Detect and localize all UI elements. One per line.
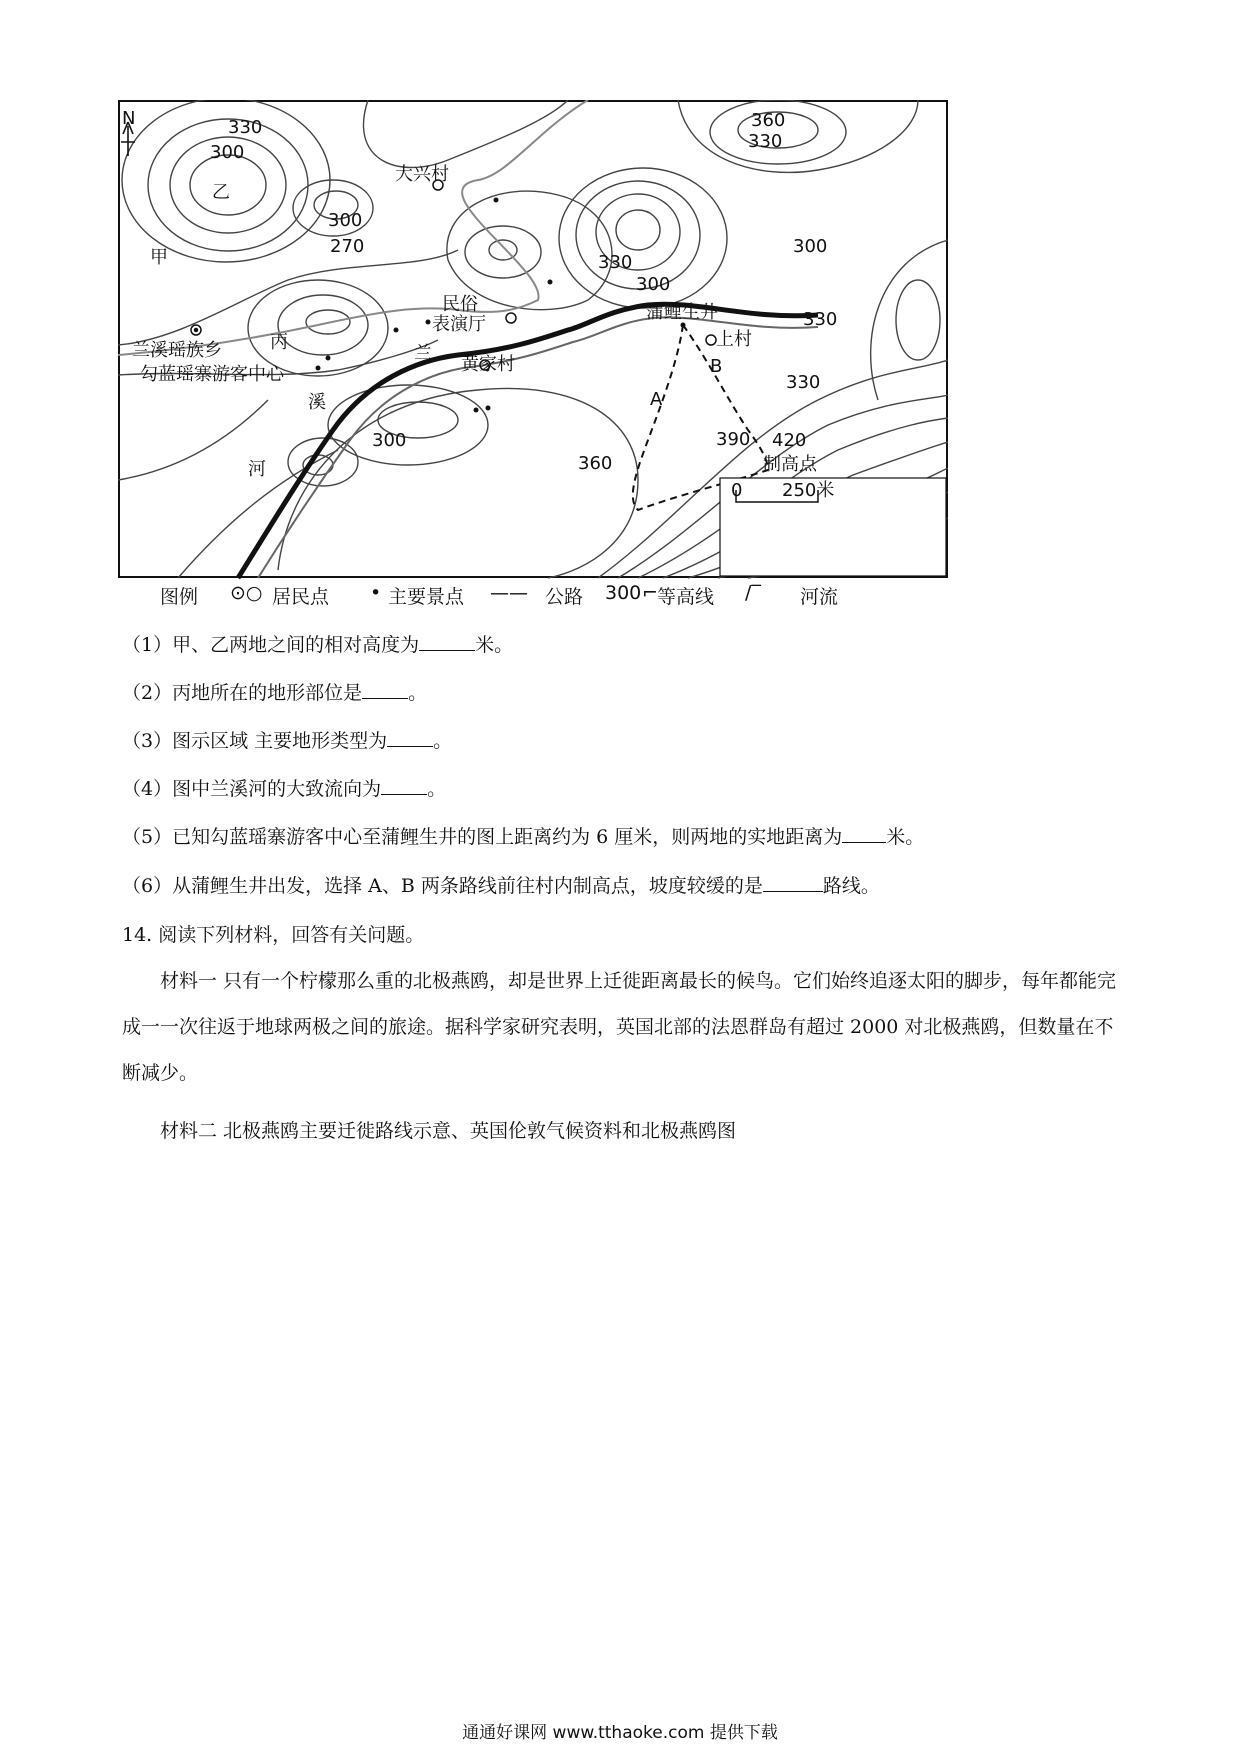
place-puli: 蒲鲤生井: [646, 302, 718, 323]
place-daxing: 大兴村: [395, 164, 449, 185]
answer-blank[interactable]: [362, 680, 408, 699]
contour-label: 360: [578, 453, 613, 474]
question-4: [122, 774, 446, 801]
question-5: [122, 822, 924, 849]
contour-label: 390: [716, 429, 751, 450]
place-jia: 甲: [150, 247, 168, 268]
contour-label: 330: [786, 372, 821, 393]
legend-contour-number: 300: [605, 582, 642, 604]
river-label-he: 河: [248, 459, 266, 480]
contour-map: [118, 100, 948, 610]
legend-contour: 等高线: [657, 586, 715, 608]
map-legend: [160, 580, 920, 608]
question-5-text: （5）已知勾蓝瑶寨游客中心至蒲鲤生井的图上距离约为 6 厘米，则两地的实地距离为: [122, 826, 843, 848]
contour-label: 330: [228, 117, 263, 138]
legend-scenic: 主要景点: [388, 586, 465, 608]
question-2-end: 。: [408, 682, 428, 704]
question-3-text: （3）图示区域 主要地形类型为: [122, 730, 388, 752]
question-4-end: 。: [427, 778, 447, 800]
river-icon: ∕‾: [745, 582, 761, 604]
question-1: [122, 630, 513, 657]
question-2-text: （2）丙地所在的地形部位是: [122, 682, 363, 704]
route-b-label: B: [710, 356, 723, 377]
place-minsu-2: 表演厅: [432, 314, 486, 335]
contour-label: 300: [328, 210, 363, 231]
question-1-end: 米。: [475, 634, 514, 656]
place-bing: 丙: [270, 332, 288, 353]
place-lanxi-town: 兰溪瑶族乡: [132, 340, 222, 361]
river-label-lan: 兰: [414, 343, 432, 364]
question-3: [122, 726, 452, 753]
route-a-label: A: [650, 389, 663, 410]
place-yi: 乙: [212, 182, 230, 203]
river-label-xi: 溪: [308, 392, 326, 413]
contour-label: 300: [793, 236, 828, 257]
material-2: 材料二 北极燕鸥主要迁徙路线示意、英国伦敦气候资料和北极燕鸥图: [160, 1120, 737, 1142]
question-3-end: 。: [433, 730, 453, 752]
legend-title: 图例: [160, 586, 199, 608]
place-huangjia: 黄家村: [461, 354, 515, 375]
question-2: [122, 678, 427, 705]
question-5-end: 米。: [886, 826, 925, 848]
place-shangcun: 上村: [716, 329, 752, 350]
road-icon: ——: [490, 582, 528, 604]
contour-label: 330: [803, 309, 838, 330]
residential-icon: ⊙○: [230, 582, 263, 604]
legend-river: 河流: [800, 586, 839, 608]
north-label: N: [122, 108, 136, 129]
contour-label: 300: [636, 274, 671, 295]
contour-label: 330: [598, 252, 633, 273]
answer-blank[interactable]: [387, 728, 433, 747]
question-6-text: （6）从蒲鲤生井出发，选择 A、B 两条路线前往村内制高点，坡度较缓的是: [122, 875, 763, 897]
contour-label: 360: [751, 110, 786, 131]
contour-label: 420: [772, 430, 807, 451]
contour-label: 330: [748, 131, 783, 152]
question-14-heading: 14. 阅读下列材料，回答有关问题。: [122, 924, 425, 946]
answer-blank[interactable]: [419, 632, 475, 651]
place-peak: 制高点: [763, 454, 817, 475]
contour-icon: ⌐: [642, 582, 658, 604]
place-minsu: 民俗: [442, 294, 478, 315]
answer-blank[interactable]: [763, 873, 823, 892]
question-4-text: （4）图中兰溪河的大致流向为: [122, 778, 382, 800]
page-footer: 通通好课网 www.tthaoke.com 提供下载: [462, 1723, 778, 1743]
contour-label: 300: [372, 430, 407, 451]
contour-map-svg: [118, 100, 948, 580]
legend-residential: 居民点: [272, 586, 330, 608]
contour-label: 270: [330, 236, 365, 257]
question-1-text: （1）甲、乙两地之间的相对高度为: [122, 634, 420, 656]
answer-blank[interactable]: [381, 776, 427, 795]
scale-zero: 0: [731, 480, 743, 501]
question-6: [122, 871, 880, 898]
contour-label: 300: [210, 142, 245, 163]
legend-road: 公路: [545, 586, 584, 608]
material-1: 材料一 只有一个柠檬那么重的北极燕鸥，却是世界上迁徙距离最长的候鸟。它们始终追逐太阳的脚步，每年都能完成一一次往返于地球两极之间的旅途。据科学家研究表明，英国北部的法恩群岛有超过 2000 对北极燕鸥，但数量在不断减少。: [122, 970, 1117, 1084]
answer-blank[interactable]: [842, 824, 886, 843]
question-6-end: 路线。: [822, 875, 880, 897]
place-visitor-center: 勾蓝瑶寨游客中心: [140, 364, 284, 385]
scenic-icon: •: [370, 582, 382, 604]
scale-distance: 250米: [782, 480, 835, 501]
